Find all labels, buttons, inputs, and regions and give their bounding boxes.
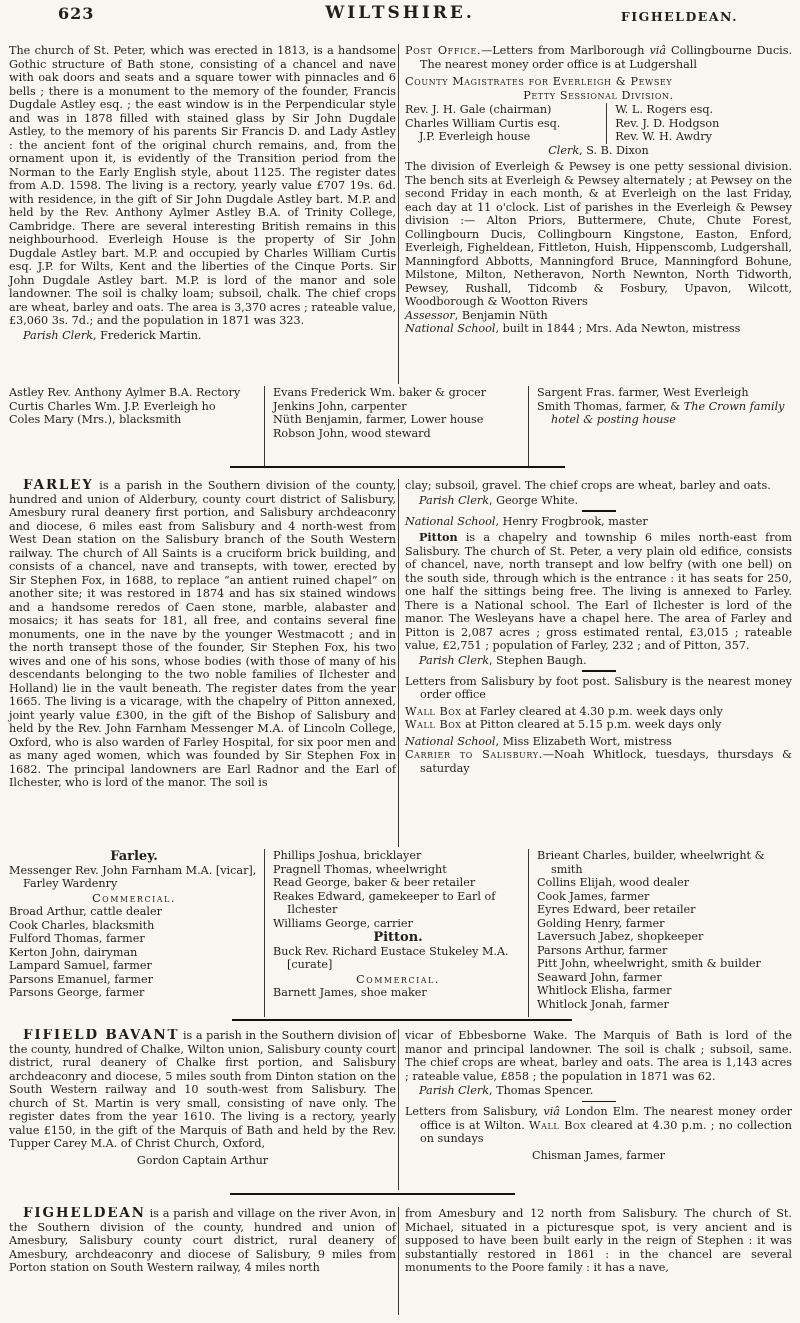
parish-clerk-label: Parish Clerk — [23, 328, 94, 342]
page-header — [0, 3, 800, 33]
directory-entry: Collins Elijah, wood dealer — [537, 876, 690, 889]
directory-entry: Sargent Fras. farmer, West Everleigh — [537, 386, 749, 399]
listing-divider-2 — [528, 386, 529, 466]
fifield-continuation-paragraph: vicar of Ebbesborne Wake. The Marquis of Bath is lord of the manor and principal landowner. The soil is chalk ; subsoil, same. The chief crops are wheat, barley and oats. The area is 1,143 acres ; rateable value, £858 ; the population in 1871 was 62. — [405, 1029, 792, 1083]
listing-divider-1 — [264, 386, 265, 466]
everleigh-right-column — [405, 44, 792, 336]
farley-school2-line — [405, 735, 792, 749]
parish-clerk-name: , Frederick Martin. — [93, 328, 202, 342]
directory-entry: Pragnell Thomas, wheelwright — [273, 862, 447, 876]
carrier-line — [405, 748, 792, 775]
post-office-paragraph — [405, 44, 792, 71]
pitton-parish-clerk-line — [419, 654, 792, 668]
directory-entry: Parsons George, farmer — [9, 986, 145, 999]
directory-entry: Phillips Joshua, bricklayer — [273, 849, 422, 862]
post-office-text-2: Collingbourne Ducis. The nearest money order office is at Ludgershall — [420, 44, 793, 71]
parish-clerk-name: , Stephen Baugh. — [489, 653, 587, 667]
magistrates-columns — [405, 103, 792, 144]
wall-box-text: at Farley cleared at 4.30 p.m. week days only — [461, 704, 723, 718]
pitton-entry-text: is a chapelry and township 6 miles north-east from Salisbury. The church of St. Peter, a very plain old edifice, consists of chancel, nave, north transept and low belfry (with one bell) on the south side, through which is the entrance : it has seats for 250, one half the sittings being free. The living is annexed to Farley. There is a National school. The Earl of Ilchester is lord of the manor. The Wesleyans have a chapel here. The area of Farley and Pitton is 2,087 acres ; gross estimated rental, £3,015 ; rateable value, £2,751 ; population of Farley, 232 ; and of Pitton, 357. — [405, 531, 792, 652]
residents-col3 — [537, 386, 791, 427]
magistrates-heading-line2: Petty Sessional Division. — [523, 88, 674, 102]
section-farley — [0, 479, 800, 847]
wall-box-label: Wall Box — [529, 1118, 587, 1132]
post-office-text: —Letters from Marlborough — [481, 44, 650, 57]
page-number: 623 — [58, 4, 95, 23]
section-fifield-bavant — [0, 1029, 800, 1190]
magistrates-clerk-line — [405, 144, 792, 158]
directory-entry: Coles Mary (Mrs.), blacksmith — [9, 413, 182, 426]
directory-entry: Robson John, wood steward — [273, 426, 431, 440]
directory-entry: Astley Rev. Anthony Aylmer B.A. Rectory — [9, 386, 241, 399]
directory-entry: Barnett James, shoe maker — [273, 986, 427, 999]
magistrate: W. L. Rogers esq. — [615, 103, 714, 116]
farley-parish-clerk-line — [419, 494, 792, 508]
farley-continuation-paragraph: clay; subsoil, gravel. The chief crops are wheat, barley and oats. — [405, 479, 771, 492]
magistrates-heading-line1: County Magistrates for Everleigh & Pewsey — [405, 75, 673, 88]
everleigh-parish-clerk-line — [23, 329, 396, 343]
magistrate: Rev. J. H. Gale (chairman) — [405, 103, 552, 116]
directory-entry: Buck Rev. Richard Eustace Stukeley M.A. [curate] — [273, 944, 509, 971]
small-divider — [582, 1101, 616, 1103]
directory-entry: Lampard Samuel, farmer — [9, 959, 152, 972]
directory-entry: Seaward John, farmer — [537, 970, 662, 984]
carrier-text: —Noah Whitlock, tuesdays, thursdays & saturday — [420, 748, 792, 775]
assessor-line — [405, 309, 792, 323]
parish-clerk-label: Parish Clerk — [419, 653, 490, 667]
directory-entry: Messenger Rev. John Farnham M.A. [vicar], Farley Wardenry — [9, 863, 257, 890]
fifield-entry-name: FIFIELD BAVANT — [23, 1029, 180, 1043]
directory-entry: Evans Frederick Wm. baker & grocer — [273, 386, 487, 399]
commercial-heading: Commercial. — [356, 972, 440, 986]
directory-entry: Eyres Edward, beer retailer — [537, 903, 696, 916]
section-everleigh — [0, 44, 800, 384]
directory-entry: Parsons Arthur, farmer — [537, 943, 668, 957]
directory-entry: Cook Charles, blacksmith — [9, 918, 155, 932]
pitton-entry-name: Pitton — [419, 530, 458, 544]
fifield-entry-text: is a parish in the Southern division of the county, hundred of Chalke, Wilton union, Salisbury county court district, rural deanery of Chalke first portion, and Salisbury archdeaconry and diocese, 5 miles south from Dinton station on the South Western railway and 10 south-west from Salisbury. The church of St. Martin is very small, consisting of nave only. The register dates from the year 1610. The living is a rectory, yearly value £150, in the gift of the Marquis of Bath and held by the Rev. Tupper Carey M.A. of Christ Church, Oxford, — [9, 1029, 396, 1150]
directory-entry: Broad Arthur, cattle dealer — [9, 905, 162, 918]
clerk-label: Clerk — [548, 143, 580, 157]
directory-entry: Brieant Charles, builder, wheelwright & smith — [537, 849, 765, 876]
directory-entry — [537, 400, 791, 427]
national-school-text: , Henry Frogbrook, master — [495, 514, 648, 528]
letters-text-3: cleared at 4.30 p.m. ; no collection on sundays — [420, 1118, 792, 1145]
entry-italic-text: The Crown family hotel & posting house — [551, 399, 785, 426]
wall-box-farley-line — [405, 705, 792, 719]
fifield-letters-paragraph — [405, 1105, 792, 1146]
farley-paragraph — [9, 479, 396, 790]
column-divider — [398, 479, 399, 847]
county-title: WILTSHIRE. — [325, 3, 475, 23]
wall-box-pitton-line — [405, 718, 792, 732]
running-head: FIGHELDEAN. — [620, 9, 738, 24]
small-divider — [582, 670, 616, 672]
directory-entry: Cook James, farmer — [537, 889, 650, 903]
fifield-parish-clerk-line — [419, 1084, 792, 1098]
fifield-left-column — [9, 1029, 396, 1167]
fifield-resident2-line: Chisman James, farmer — [531, 1148, 666, 1162]
assessor-name: , Benjamin Nüth — [454, 308, 548, 322]
parish-clerk-name: , Thomas Spencer. — [489, 1084, 594, 1097]
farley-right-column — [405, 479, 792, 775]
national-school-label: National School — [405, 514, 496, 528]
magistrate: Rev. J. D. Hodgson — [615, 116, 720, 130]
directory-entry: Kerton John, dairyman — [9, 945, 138, 959]
magistrate: J.P. Everleigh house — [419, 130, 531, 143]
directory-entry: Golding Henry, farmer — [537, 916, 665, 930]
national-school-text: , Miss Elizabeth Wort, mistress — [495, 734, 672, 748]
wall-box-text: at Pitton cleared at 5.15 p.m. week days only — [461, 718, 722, 731]
farley-school-line — [405, 515, 792, 529]
magistrates-col1 — [405, 103, 606, 144]
directory-entry: Nüth Benjamin, farmer, Lower house — [273, 413, 484, 426]
figheldean-left-column — [9, 1207, 396, 1275]
commercial-heading: Commercial. — [92, 891, 176, 905]
wall-box-label: Wall Box — [405, 704, 462, 718]
residents-col1 — [9, 386, 259, 427]
small-divider — [582, 510, 616, 512]
column-divider — [398, 44, 399, 384]
farley-letters-paragraph: Letters from Salisbury by foot post. Salisbury is the nearest money order office — [405, 674, 792, 701]
directory-entry: Pitt John, wheelwright, smith & builder — [537, 957, 761, 970]
farley-entry-text: is a parish in the Southern division of the county, hundred and union of Alderbury, county court district of Salisbury, Amesbury rural deanery first portion, and Salisbury archdeaconry and diocese, 6 miles east from Salisbury and 4 north-west from West Dean station on the Salisbury branch of the South Western railway. The church of All Saints is a cruciform brick building, and consists of a chancel, nave and transepts, with tower, erected by Sir Stephen Fox, in 1688, to replace “an antient ruined chapel” on another site; it was restored in 1874 and has six stained windows and a handsome reredos of Caen stone, marble, alabaster and mosaics; it has seats for 181, all free, and contains several fine monuments, one in the nave by the younger Westmacott ; and in the north transept those of the founder, Sir Stephen Fox, his two wives and one of his sons, whose bodies (with those of many of his descendants belonging to the two noble families of Ilchester and Holland) lie in the vault beneath. The register dates from the year 1665. The living is a vicarage, with the chapelry of Pitton annexed, joint yearly value £300, in the gift of the Bishop of Salisbury and held by the Rev. John Farnham Messenger M.A. of Lincoln College, Oxford, who is also warden of Farley Hospital, for six poor men and as many aged women, which was founded by Sir Stephen Fox in 1682. The principal landowners are Earl Radnor and the Earl of Ilchester, who is lord of the manor. The soil is — [9, 479, 396, 789]
farley-listing-heading: Farley. — [110, 849, 158, 864]
fifield-resident-line: Gordon Captain Arthur — [136, 1153, 269, 1167]
everleigh-left-column — [9, 44, 396, 342]
directory-entry: Curtis Charles Wm. J.P. Everleigh ho — [9, 399, 216, 413]
directory-entry: Williams George, carrier — [273, 916, 413, 930]
figheldean-entry-name: FIGHELDEAN — [23, 1207, 146, 1221]
farley-residents-listing — [0, 849, 800, 1017]
assessor-label: Assessor — [405, 308, 455, 322]
everleigh-church-paragraph: The church of St. Peter, which was erected in 1813, is a handsome Gothic structure of Bath stone, consisting of a chancel and nave with oak doors and seats and a square tower with pinnacles and 6 bells ; there is a monument to the memory of the founder, Francis Dugdale Astley esq. ; the east window is in the Perpendicular style and was in 1878 filled with stained glass by Sir John Dugdale Astley, to the memory of his parents Sir Francis D. and Lady Astley : the ancient font of the original church remains, and, from the ornament upon it, is evidently of the Transition period from the Norman to the Early English style, about 1125. The register dates from A.D. 1598. The living is a rectory, yearly value £707 19s. 6d. with residence, in the gift of Sir John Dugdale Astley bart. M.P. and held by the Rev. Anthony Aylmer Astley B.A. of Trinity College, Cambridge. There are several interesting British remains in this neighbourhood. Everleigh House is the property of Sir John Dugdale Astley bart. M.P. and occupied by Charles William Curtis esq. J.P. for Wilts, Kent and the liberties of the Cinque Ports. Sir John Dugdale Astley bart. M.P. is lord of the manor and sole landowner. The soil is chalky loam; subsoil, chalk. The chief crops are wheat, barley and oats. The area is 3,370 acres ; rateable value, £3,060 3s. 7d.; and the population in 1871 was 323. — [9, 44, 396, 327]
section-figheldean — [0, 1207, 800, 1315]
national-school-label: National School — [405, 734, 496, 748]
national-school-text: , built in 1844 ; Mrs. Ada Newton, mistress — [495, 322, 741, 335]
figheldean-paragraph — [9, 1207, 396, 1275]
via-word: viâ — [543, 1105, 560, 1118]
directory-entry: Jenkins John, carpenter — [273, 399, 407, 413]
directory-entry: Read George, baker & beer retailer — [273, 876, 476, 889]
figheldean-continuation-paragraph: from Amesbury and 12 north from Salisbury. The church of St. Michael, situated in a picturesque spot, is very ancient and is supposed to have been built early in the reign of Stephen : it was substantially restored in 1861 : in the chancel are several monuments to the Poore family : it has a nave, — [405, 1207, 792, 1274]
pitton-listing-heading: Pitton. — [373, 930, 423, 945]
parish-clerk-name: , George White. — [489, 493, 579, 507]
letters-text-2: London Elm. The nearest money order office is at Wilton. — [420, 1105, 792, 1132]
farley-listing-col2 — [273, 849, 523, 1000]
directory-entry: Reakes Edward, gamekeeper to Earl of Ilchester — [273, 889, 496, 916]
parish-clerk-label: Parish Clerk — [419, 1084, 490, 1097]
section-divider — [230, 466, 565, 468]
column-divider — [398, 1029, 399, 1190]
fifield-paragraph — [9, 1029, 396, 1151]
magistrate: Charles William Curtis esq. — [405, 116, 561, 130]
farley-listing-col3 — [537, 849, 791, 1011]
pitton-paragraph — [405, 531, 792, 653]
directory-entry: Laversuch Jabez, shopkeeper — [537, 930, 704, 943]
magistrate: Rev. W. H. Awdry — [615, 130, 712, 143]
figheldean-right-column — [405, 1207, 792, 1275]
post-office-label: Post Office. — [405, 44, 482, 57]
entry-text: Smith Thomas, farmer, & — [537, 399, 684, 413]
national-school-label: National School — [405, 322, 496, 335]
carrier-label: Carrier to Salisbury. — [405, 748, 543, 761]
listing-divider-1 — [264, 849, 265, 1017]
section-divider — [230, 1193, 515, 1195]
listing-divider-2 — [528, 849, 529, 1017]
clerk-name: , S. B. Dixon — [579, 143, 649, 157]
directory-entry: Whitlock Elisha, farmer — [537, 984, 672, 997]
parish-clerk-label: Parish Clerk — [419, 493, 490, 507]
fifield-right-column — [405, 1029, 792, 1162]
directory-entry: Whitlock Jonah, farmer — [537, 997, 669, 1011]
residents-col2 — [273, 386, 523, 440]
petty-sessional-paragraph: The division of Everleigh & Pewsey is one petty sessional division. The bench sits at Everleigh & Pewsey alternately ; at Pewsey on the second Friday in each month, & at Everleigh on the last Friday, each day at 11 o'clock. List of parishes in the Everleigh & Pewsey division :— Alton Priors, Buttermere, Chute, Chute Forest, Collingbourn Ducis, Collingbourn Kingstone, Easton, Enford, Everleigh, Figheldean, Fittleton, Huish, Hippenscomb, Ludgershall, Manningford Abbotts, Manningford Bruce, Manningford Bohune, Milstone, Milton, Netheravon, North Newnton, North Tidworth, Pewsey, Rushall, Tidcomb & Fosbury, Upavon, Wilcott, Woodborough & Wootton Rivers — [405, 160, 792, 308]
everleigh-residents-listing — [0, 386, 800, 466]
letters-text: Letters from Salisbury, — [405, 1105, 544, 1118]
national-school-line — [405, 322, 792, 336]
wall-box-label: Wall Box — [405, 718, 462, 731]
column-divider — [398, 1207, 399, 1315]
farley-entry-name: FARLEY — [23, 479, 94, 493]
figheldean-entry-text: is a parish and village on the river Avon, in the Southern division of the county, hundred and union of Amesbury, Salisbury county court district, rural deanery of Amesbury, archdeaconry and diocese of Salisbury, 9 miles from Porton station on South Western railway, 4 miles north — [9, 1207, 396, 1274]
directory-entry: Fulford Thomas, farmer — [9, 932, 145, 945]
section-divider — [232, 1019, 572, 1021]
farley-listing-col1 — [9, 849, 259, 1000]
via-word: viâ — [649, 44, 667, 57]
farley-left-column — [9, 479, 396, 790]
directory-entry: Parsons Emanuel, farmer — [9, 972, 153, 986]
magistrates-col2 — [606, 103, 780, 144]
